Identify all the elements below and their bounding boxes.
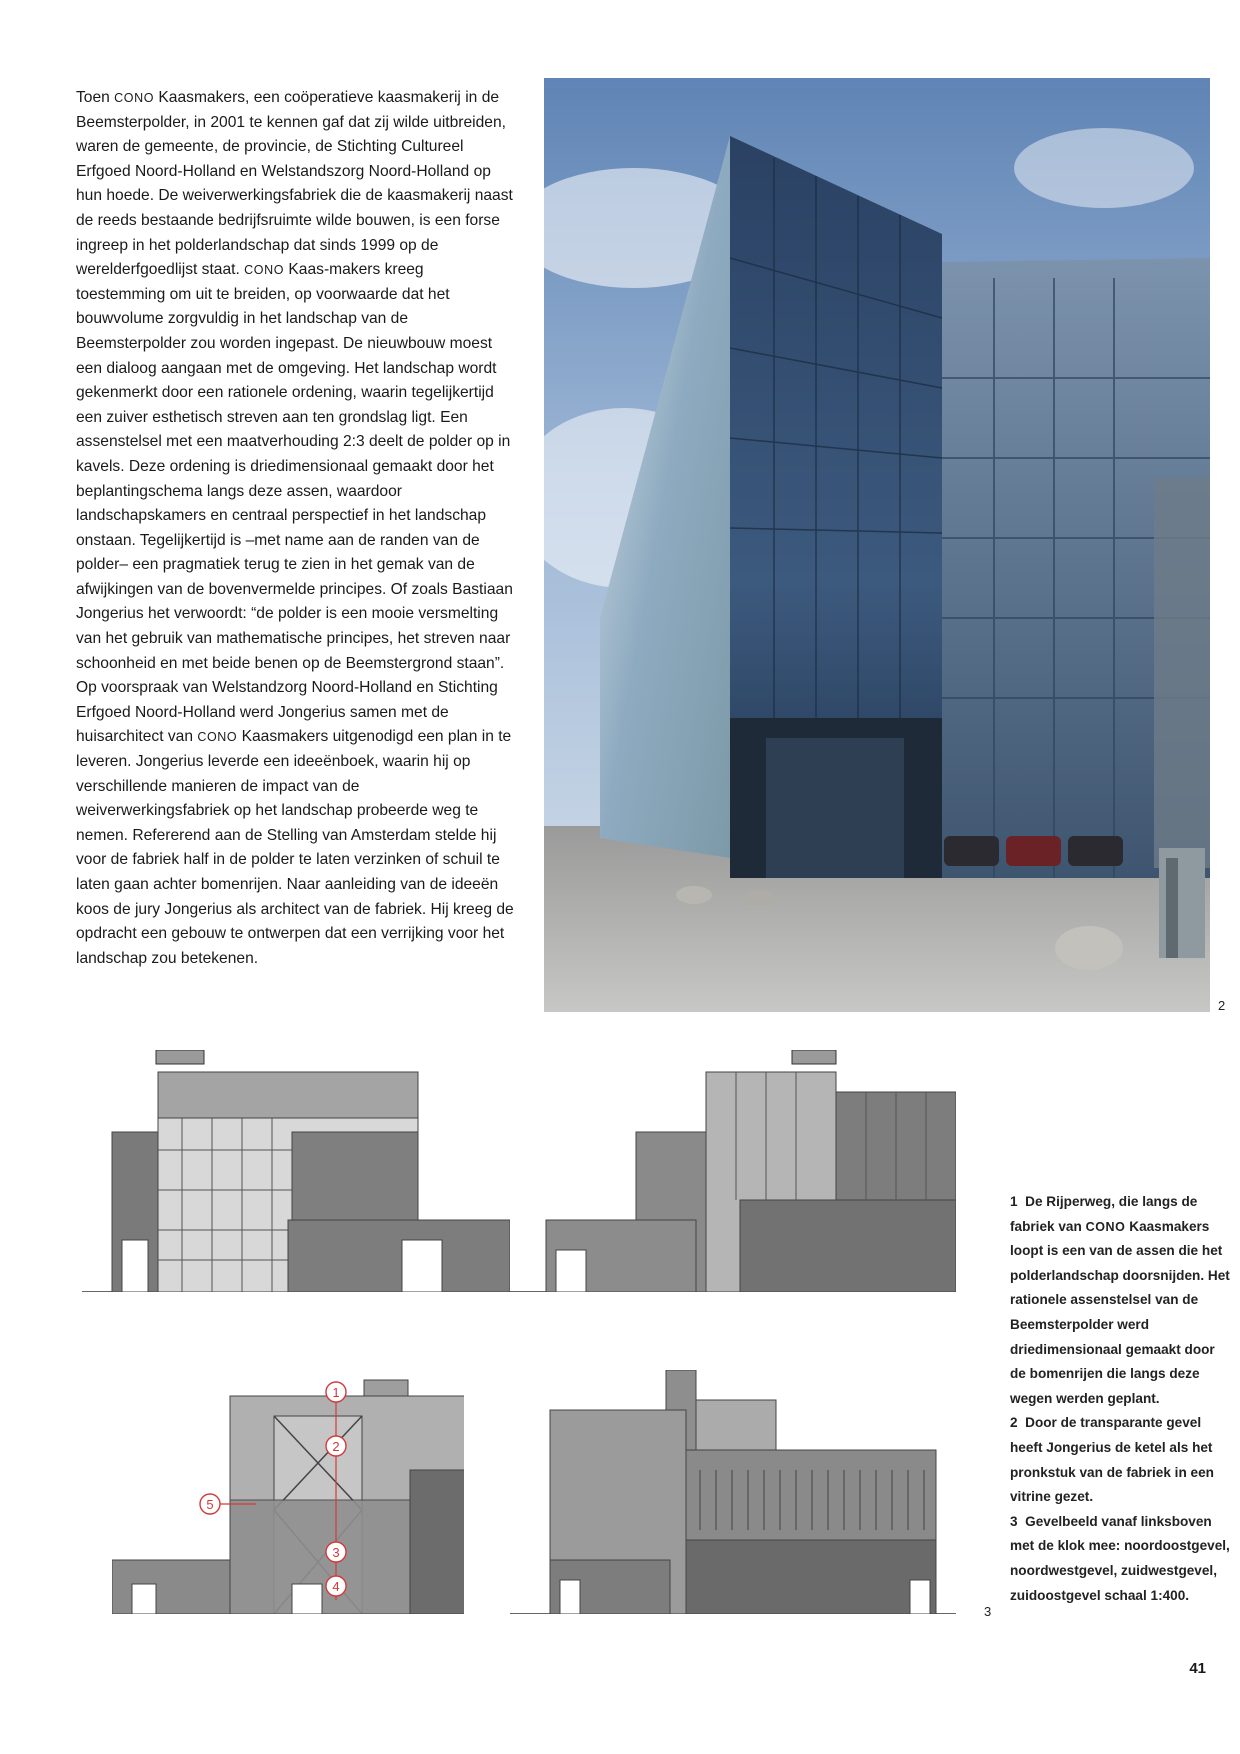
factory-photo — [544, 78, 1210, 1012]
svg-text:3: 3 — [332, 1545, 340, 1560]
elevation-drawing-northwest — [510, 1050, 956, 1292]
drawing-markers — [196, 1380, 356, 1610]
svg-text:5: 5 — [206, 1497, 214, 1512]
paragraph-2: Op voorspraak van Welstandzorg Noord-Holland en Stichting Erfgoed Noord-Holland werd Jongerius samen met de huisarchitect van CONO Kaasmakers uitgenodigd een plan in te leveren. Jongerius leverde een ideeënboek, waarin hij op verschillende manieren de impact van de weiverwerkingsfabriek op het landschap probeerde weg te nemen. Refererend aan de Stelling van Amsterdam stelde hij voor de fabriek half in de polder te laten verzinken of schuil te laten gaan achter bomenrijen. Naar aanleiding van de ideeën koos de jury Jongerius als architect van de fabriek. Hij kreeg de opdracht een gebouw te ontwerpen dat een verrijking voor het landschap zou betekenen. — [76, 679, 514, 967]
svg-text:4: 4 — [332, 1579, 340, 1594]
body-text — [76, 86, 516, 971]
paragraph-1: Toen CONO Kaasmakers, een coöperatieve kaasmakerij in de Beemsterpolder, in 2001 te kennen gaf dat zij wilde uitbreiden, waren de gemeente, de provincie, de Stichting Cultureel Erfgoed Noord-Holland en Welstandszorg Noord-Holland op hun hoede. De weiverwerkingsfabriek die de kaasmakerij naast de reeds bestaande bedrijfsruimte wilde bouwen, is een forse ingreep in het polderlandschap dat sinds 1999 op de werelderfgoedlijst staat. CONO Kaas-makers kreeg toestemming om uit te breiden, op voorwaarde dat het bouwvolume zorgvuldig in het landschap van de Beemsterpolder zou worden ingepast. De nieuwbouw moest een dialoog aangaan met de omgeving. Het landschap wordt gekenmerkt door een rationele ordening, waarin tegelijkertijd een zuiver esthetisch streven aan ten grondslag ligt. Een assenstelsel met een maatverhouding 2:3 deelt de polder op in kavels. Deze ordening is driedimensionaal gemaakt door het beplantingschema langs deze assen, waardoor landschapskamers en centraal perspectief in het landschap onstaan. Tegelijkertijd is –met name aan de randen van de polder– een pragmatiek terug te zien in het gemak van de afwijkingen van de bovenvermelde principes. Of zoals Bastiaan Jongerius het verwoordt: “de polder is een mooie versmelting van het gebruik van mathematische principes, het streven naar schoonheid en met beide benen op de Beemstergrond staan”. — [76, 89, 513, 672]
caption-item-3: 3 Gevelbeeld vanaf linksboven met de klok mee: noordoostgevel, noordwestgevel, zuidwestgevel, zuidoostgevel schaal 1:400. — [1010, 1513, 1230, 1603]
marker-2 — [326, 1436, 346, 1456]
marker-1 — [326, 1382, 346, 1402]
drawings-figure-number: 3 — [984, 1604, 992, 1619]
elevation-drawing-southeast — [510, 1370, 956, 1614]
marker-4 — [326, 1576, 346, 1596]
page-number: 41 — [1189, 1660, 1206, 1677]
marker-3 — [326, 1542, 346, 1562]
elevation-drawing-northeast — [82, 1050, 510, 1292]
caption-item-2: 2 Door de transparante gevel heeft Jongerius de ketel als het pronkstuk van de fabriek in een vitrine gezet. — [1010, 1415, 1214, 1505]
figure-caption — [1010, 1190, 1232, 1608]
photo-figure-number: 2 — [1218, 998, 1226, 1013]
svg-text:2: 2 — [332, 1439, 340, 1454]
caption-item-1: 1 De Rijperweg, die langs de fabriek van CONO Kaasmakers loopt is een van de assen die het polderlandschap doorsnijden. Het rationele assenstelsel van de Beemsterpolder werd driedimensionaal gemaakt door de bomenrijen die langs deze wegen werden geplant. — [1010, 1194, 1230, 1406]
svg-text:1: 1 — [332, 1385, 340, 1400]
marker-5 — [200, 1494, 220, 1514]
